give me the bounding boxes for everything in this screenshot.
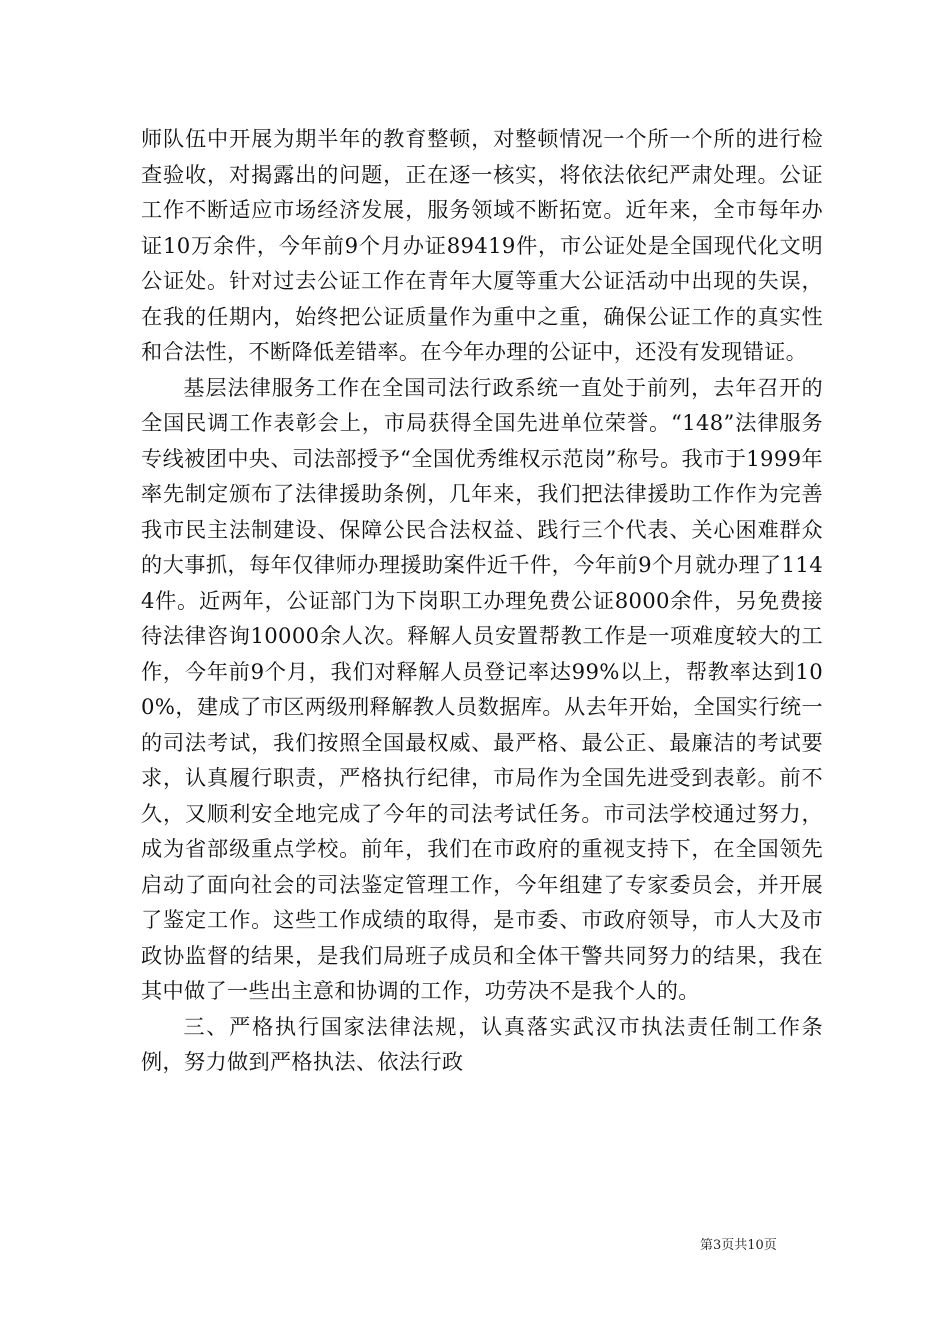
section-heading-three: 三、严格执行国家法律法规，认真落实武汉市执法责任制工作条例，努力做到严格执法、依法行政 [141,1013,823,1074]
paragraph-continuation: 师队伍中开展为期半年的教育整顿，对整顿情况一个所一个所的进行检查验收，对揭露出的问题，正在逐一核实，将依法依纪严肃处理。公证工作不断适应市场经济发展，服务领域不断拓宽。近年来，全市每年办证10万余件，今年前9个月办证89419件，市公证处是全国现代化文明公证处。针对过去公证工作在青年大厦等重大公证活动中出现的失误，在我的任期内，始终把公证质量作为重中之重，确保公证工作的真实性和合法性，不断降低差错率。在今年办理的公证中，还没有发现错证。 [141,126,823,364]
paragraph-legal-services: 基层法律服务工作在全国司法行政系统一直处于前列，去年召开的全国民调工作表彰会上，市局获得全国先进单位荣誉。“148”法律服务专线被团中央、司法部授予“全国优秀维权示范岗”称号。我市于1999年率先制定颁布了法律援助条例，几年来，我们把法律援助工作作为完善我市民主法制建设、保障公民合法权益、践行三个代表、关心困难群众的大事抓，每年仅律师办理援助案件近千件，今年前9个月就办理了1144件。近两年，公证部门为下岗职工办理免费公证8000余件，另免费接待法律咨询10000余人次。释解人员安置帮教工作是一项难度较大的工作，今年前9个月，我们对释解人员登记率达99%以上，帮教率达到100%，建成了市区两级刑释解教人员数据库。从去年开始，全国实行统一的司法考试，我们按照全国最权威、最严格、最公正、最廉洁的考试要求，认真履行职责，严格执行纪律，市局作为全国先进受到表彰。前不久，又顺利安全地完成了今年的司法考试任务。市司法学校通过努力，成为省部级重点学校。前年，我们在市政府的重视支持下，在全国领先启动了面向社会的司法鉴定管理工作，今年组建了专家委员会，并开展了鉴定工作。这些工作成绩的取得，是市委、市政府领导，市人大及市政协监督的结果，是我们局班子成员和全体干警共同努力的结果，我在其中做了一些出主意和协调的工作，功劳决不是我个人的。 [141,374,823,1003]
body-text [141,121,823,1080]
page-number: 第3页共10页 [700,1238,777,1253]
